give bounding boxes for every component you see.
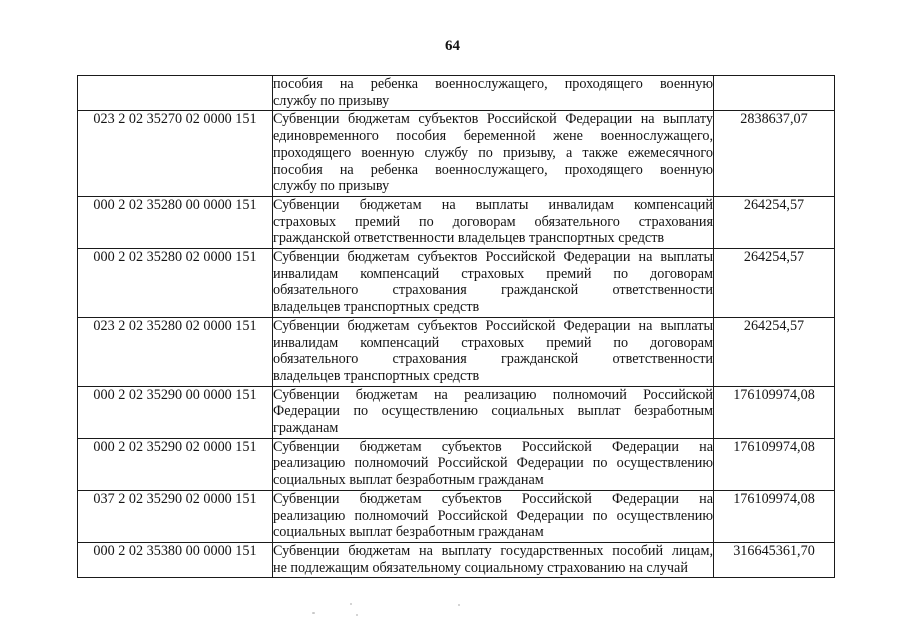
description-cell [273, 386, 714, 438]
description-cell [273, 317, 714, 386]
description-cell [273, 542, 714, 577]
budget-code-cell [78, 76, 273, 111]
description-line: Федерации по осуществлению социальных выплат безработным [273, 403, 713, 420]
description-line: Субвенции бюджетам на выплаты инвалидам компенсаций [273, 196, 713, 213]
budget-code-cell: 000 2 02 35290 00 0000 151 [78, 386, 273, 438]
description-line: Субвенции бюджетам субъектов Российской Федерации на [273, 438, 713, 455]
amount-cell [714, 76, 835, 111]
budget-code-cell: 037 2 02 35290 02 0000 151 [78, 490, 273, 542]
description-line: инвалидам компенсаций страховых премий по договорам [273, 334, 713, 351]
description-line: не подлежащим обязательному социальному страхованию на случай [273, 559, 688, 576]
table-row [78, 317, 835, 386]
table-row [78, 438, 835, 490]
budget-code-cell: 000 2 02 35280 02 0000 151 [78, 249, 273, 318]
scan-speck [356, 614, 358, 616]
description-line: страховых премий по договорам обязательного страхования [273, 213, 713, 230]
description-line: Субвенции бюджетам на реализацию полномочий Российской [273, 386, 713, 403]
table-row [78, 542, 835, 577]
description-line: Субвенции бюджетам субъектов Российской Федерации на выплаты [273, 249, 713, 266]
table-row [78, 76, 835, 111]
table-row [78, 249, 835, 318]
amount-cell: 264254,57 [714, 196, 835, 248]
amount-cell: 264254,57 [714, 249, 835, 318]
description-line: пособия на ребенка военнослужащего, проходящего военную [273, 76, 713, 92]
description-cell [273, 76, 714, 111]
scan-speck [350, 603, 352, 605]
description-line: Субвенции бюджетам субъектов Российской Федерации на выплату [273, 111, 713, 128]
scan-speck [458, 604, 460, 606]
amount-cell: 176109974,08 [714, 438, 835, 490]
amount-cell: 2838637,07 [714, 111, 835, 197]
description-line: гражданской ответственности владельцев транспортных средств [273, 230, 665, 247]
description-line: обязательного страхования гражданской ответственности [273, 282, 713, 299]
description-line: службу по призыву [273, 178, 390, 195]
table-row [78, 196, 835, 248]
description-cell [273, 490, 714, 542]
description-line: пособия на ребенка военнослужащего, проходящего военную [273, 161, 713, 178]
budget-table [77, 75, 835, 578]
description-line: гражданам [273, 420, 339, 437]
amount-cell: 176109974,08 [714, 386, 835, 438]
description-line: Субвенции бюджетам субъектов Российской Федерации на выплаты [273, 317, 713, 334]
amount-cell: 176109974,08 [714, 490, 835, 542]
page-number: 64 [445, 38, 460, 54]
description-line: владельцев транспортных средств [273, 367, 480, 384]
description-line: Субвенции бюджетам на выплату государственных пособий лицам, [273, 542, 713, 559]
table-row [78, 111, 835, 197]
description-line: реализацию полномочий Российской Федерации по осуществлению [273, 455, 713, 472]
amount-cell: 316645361,70 [714, 542, 835, 577]
description-cell [273, 249, 714, 318]
description-cell [273, 111, 714, 197]
table-row [78, 490, 835, 542]
budget-code-cell: 023 2 02 35270 02 0000 151 [78, 111, 273, 197]
budget-code-cell: 023 2 02 35280 02 0000 151 [78, 317, 273, 386]
amount-cell: 264254,57 [714, 317, 835, 386]
description-line: инвалидам компенсаций страховых премий по договорам [273, 265, 713, 282]
description-line: службу по призыву [273, 92, 390, 109]
description-cell [273, 196, 714, 248]
description-line: обязательного страхования гражданской ответственности [273, 351, 713, 368]
description-line: социальных выплат безработным гражданам [273, 472, 544, 489]
budget-code-cell: 000 2 02 35380 00 0000 151 [78, 542, 273, 577]
description-line: Субвенции бюджетам субъектов Российской Федерации на [273, 490, 713, 507]
table-row [78, 386, 835, 438]
description-line: единовременного пособия беременной жене военнослужащего, [273, 128, 713, 145]
description-line: владельцев транспортных средств [273, 299, 480, 316]
description-line: реализацию полномочий Российской Федерации по осуществлению [273, 507, 713, 524]
description-cell [273, 438, 714, 490]
budget-code-cell: 000 2 02 35290 02 0000 151 [78, 438, 273, 490]
scan-speck [312, 612, 315, 614]
budget-code-cell: 000 2 02 35280 00 0000 151 [78, 196, 273, 248]
description-line: социальных выплат безработным гражданам [273, 524, 544, 541]
budget-table-body [78, 76, 835, 578]
description-line: проходящего военную службу по призыву, а также ежемесячного [273, 144, 713, 161]
